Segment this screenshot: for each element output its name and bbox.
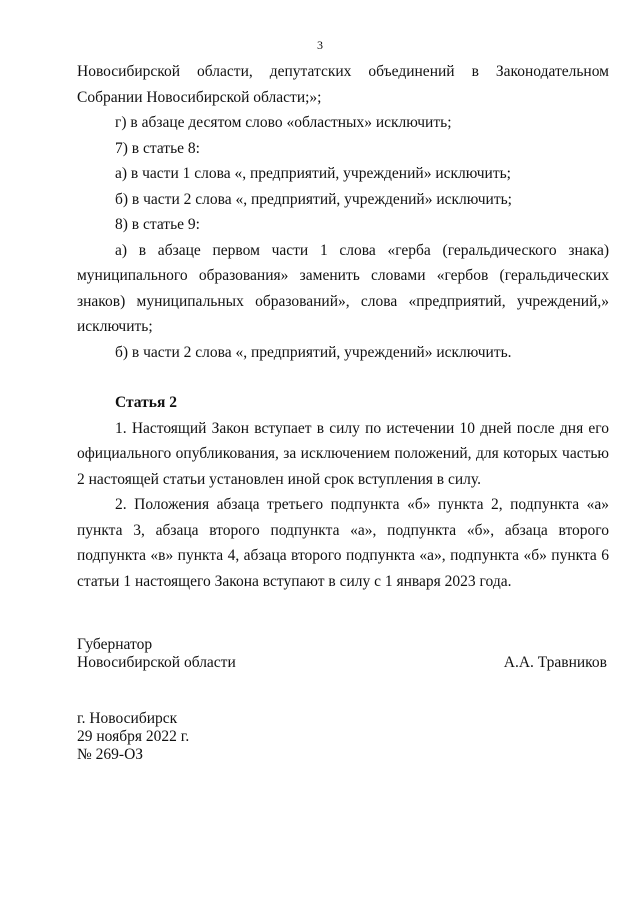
place-date-block [77,710,189,764]
signature-row [77,654,607,672]
page-number: 3 [317,38,323,52]
paragraph-item-8a: а) в абзаце первом части 1 слова «герба (геральдического знака) муниципального образования» заменить словами «гербов (геральдических знаков) муниципальных образований», слова «предприятий, учреждений,» исключить; [77,241,609,335]
signature-block [77,636,607,672]
article-2-item-2: 2. Положения абзаца третьего подпункта «б» пункта 2, подпункта «а» пункта 3, абзаца второго подпункта «а», подпункта «б», абзаца второго подпункта «в» пункта 4, абзаца второго подпункта «а», подпункта «б» пункта 6 статьи 1 настоящего Закона вступают в силу с 1 января 2023 года. [77,496,609,590]
signatory-title-line2: Новосибирской области [77,654,236,671]
date: 29 ноября 2022 г. [77,728,190,745]
document-body [77,59,609,594]
article-2-heading: Статья 2 [115,394,177,411]
paragraph-item-8b: б) в части 2 слова «, предприятий, учреждений» исключить. [115,343,512,361]
paragraph-item-7: 7) в статье 8: [115,139,200,157]
paragraph-continuation: Новосибирской области, депутатских объединений в Законодательном Собрании Новосибирской области;»; [77,63,609,106]
city: г. Новосибирск [77,710,178,727]
signatory-name: А.А. Травников [503,654,607,671]
article-2-item-1: 1. Настоящий Закон вступает в силу по истечении 10 дней после дня его официального опубликования, за исключением положений, для которых частью 2 настоящей статьи установлен иной срок вступления в силу. [77,419,609,488]
paragraph-item-7b: б) в части 2 слова «, предприятий, учреждений» исключить; [115,190,512,208]
paragraph-item-g: г) в абзаце десятом слово «областных» исключить; [115,114,452,131]
paragraph-item-8: 8) в статье 9: [115,216,200,233]
paragraph-item-7a: а) в части 1 слова «, предприятий, учреждений» исключить; [115,165,511,182]
signatory-title-line1: Губернатор [77,636,153,653]
law-number: № 269-ОЗ [77,746,144,763]
